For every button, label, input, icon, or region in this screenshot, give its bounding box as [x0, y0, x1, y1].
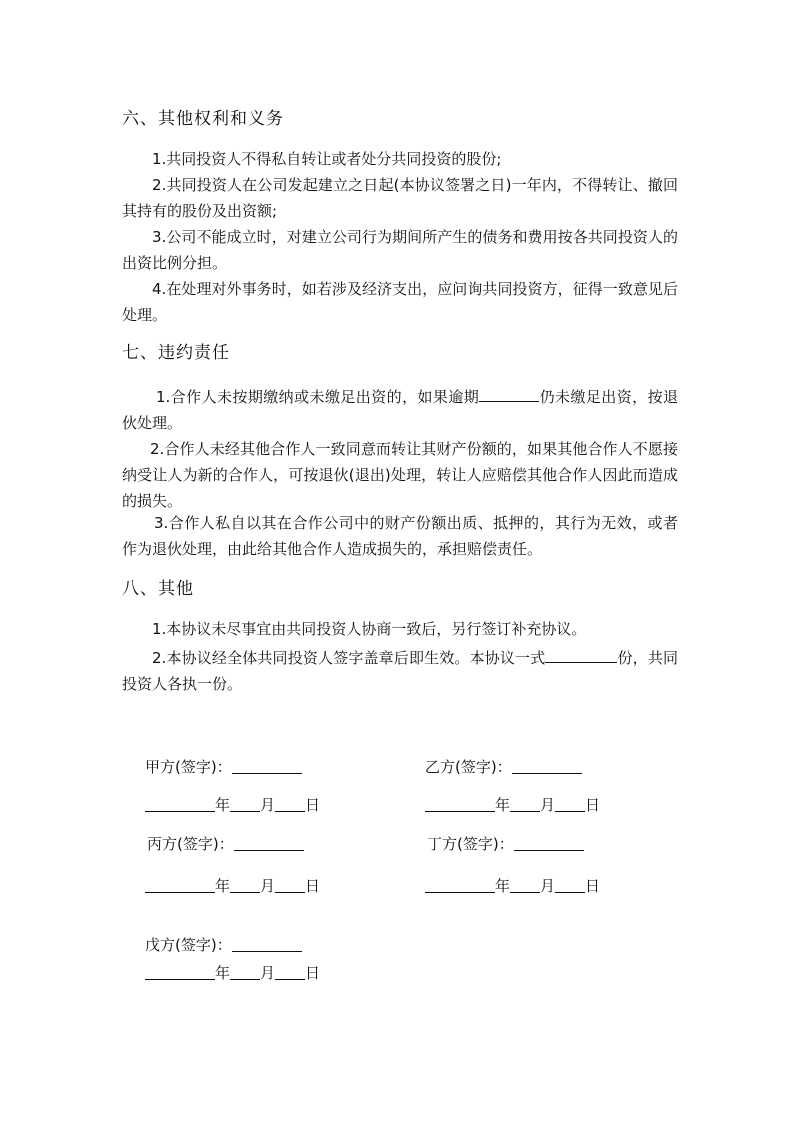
- party-b-year-line[interactable]: [425, 796, 495, 812]
- party-e-signature: [145, 934, 302, 955]
- section-8-paragraph-1: 1.本协议未尽事宜由共同投资人协商一致后，另行签订补充协议。: [152, 620, 587, 638]
- party-b-date: [425, 794, 600, 815]
- section-8-paragraph-2-end: 份，共同投资人各执一份。: [122, 649, 678, 693]
- month-label: 月: [540, 796, 556, 814]
- section-6-paragraph-4: 4.在处理对外事务时，如若涉及经济支出，应问询共同投资方，征得一致意见后处理。: [122, 280, 678, 324]
- party-a-month-line[interactable]: [230, 796, 260, 812]
- party-e-month-line[interactable]: [230, 964, 260, 980]
- month-label: 月: [260, 796, 276, 814]
- day-label: 日: [585, 877, 601, 895]
- party-c-year-line[interactable]: [145, 877, 215, 893]
- party-d-date: [425, 875, 600, 896]
- section-6-paragraph-1: 1.共同投资人不得私自转让或者处分共同投资的股份;: [152, 150, 502, 168]
- party-a-signature: [145, 756, 302, 777]
- party-b-signature: [425, 756, 582, 777]
- year-label: 年: [215, 877, 231, 895]
- section-7-paragraph-3: 3.合作人私自以其在合作公司中的财产份额出质、抵押的，其行为无效，或者作为退伙处理，由此给其他合作人造成损失的，承担赔偿责任。: [122, 514, 678, 558]
- party-d-signature: [427, 833, 584, 854]
- party-c-label: 丙方(签字)：: [147, 835, 234, 853]
- section-6-paragraph-3: 3.公司不能成立时，对建立公司行为期间所产生的债务和费用按各共同投资人的出资比例分担。: [122, 228, 678, 272]
- copies-blank: [545, 646, 617, 663]
- party-e-label: 戊方(签字)：: [145, 936, 232, 954]
- party-c-signature-line[interactable]: [234, 835, 304, 851]
- section-8-paragraph-2: [122, 645, 678, 697]
- party-e-date: [145, 962, 320, 983]
- section-7-paragraph-1-end: 仍未缴足出资，按退伙处理。: [122, 388, 678, 432]
- section-8-heading: 八、其他: [122, 579, 194, 599]
- year-label: 年: [215, 964, 231, 982]
- section-8-paragraph-2-start: 2.本协议经全体共同投资人签字盖章后即生效。本协议一式: [152, 649, 546, 667]
- party-e-signature-line[interactable]: [232, 936, 302, 952]
- month-label: 月: [260, 964, 276, 982]
- party-a-year-line[interactable]: [145, 796, 215, 812]
- party-d-signature-line[interactable]: [514, 835, 584, 851]
- section-7-paragraph-1: [122, 384, 678, 436]
- year-label: 年: [215, 796, 231, 814]
- section-7-paragraph-1-start: 1.合作人未按期缴纳或未缴足出资的，如果逾期: [156, 388, 480, 406]
- party-c-date: [145, 875, 320, 896]
- section-7-paragraph-2: 2.合作人未经其他合作人一致同意而转让其财产份额的，如果其他合作人不愿接纳受让人为新的合作人，可按退伙(退出)处理，转让人应赔偿其他合作人因此而造成的损失。: [122, 440, 678, 510]
- party-b-day-line[interactable]: [555, 796, 585, 812]
- party-a-label: 甲方(签字)：: [145, 758, 232, 776]
- party-d-day-line[interactable]: [555, 877, 585, 893]
- day-label: 日: [585, 796, 601, 814]
- party-b-month-line[interactable]: [510, 796, 540, 812]
- section-6-heading: 六、其他权利和义务: [122, 109, 284, 129]
- overdue-period-blank: [479, 385, 539, 402]
- year-label: 年: [495, 877, 511, 895]
- party-d-label: 丁方(签字)：: [427, 835, 514, 853]
- party-d-year-line[interactable]: [425, 877, 495, 893]
- section-7-heading: 七、违约责任: [122, 343, 230, 363]
- day-label: 日: [305, 964, 321, 982]
- section-6-paragraph-2: 2.共同投资人在公司发起建立之日起(本协议签署之日)一年内，不得转让、撤回其持有的股份及出资额;: [122, 176, 678, 220]
- year-label: 年: [495, 796, 511, 814]
- party-c-month-line[interactable]: [230, 877, 260, 893]
- month-label: 月: [260, 877, 276, 895]
- party-b-signature-line[interactable]: [512, 758, 582, 774]
- party-d-month-line[interactable]: [510, 877, 540, 893]
- party-a-signature-line[interactable]: [232, 758, 302, 774]
- party-e-year-line[interactable]: [145, 964, 215, 980]
- party-b-label: 乙方(签字)：: [425, 758, 512, 776]
- party-e-day-line[interactable]: [275, 964, 305, 980]
- party-c-signature: [147, 833, 304, 854]
- party-c-day-line[interactable]: [275, 877, 305, 893]
- month-label: 月: [540, 877, 556, 895]
- day-label: 日: [305, 877, 321, 895]
- party-a-day-line[interactable]: [275, 796, 305, 812]
- party-a-date: [145, 794, 320, 815]
- day-label: 日: [305, 796, 321, 814]
